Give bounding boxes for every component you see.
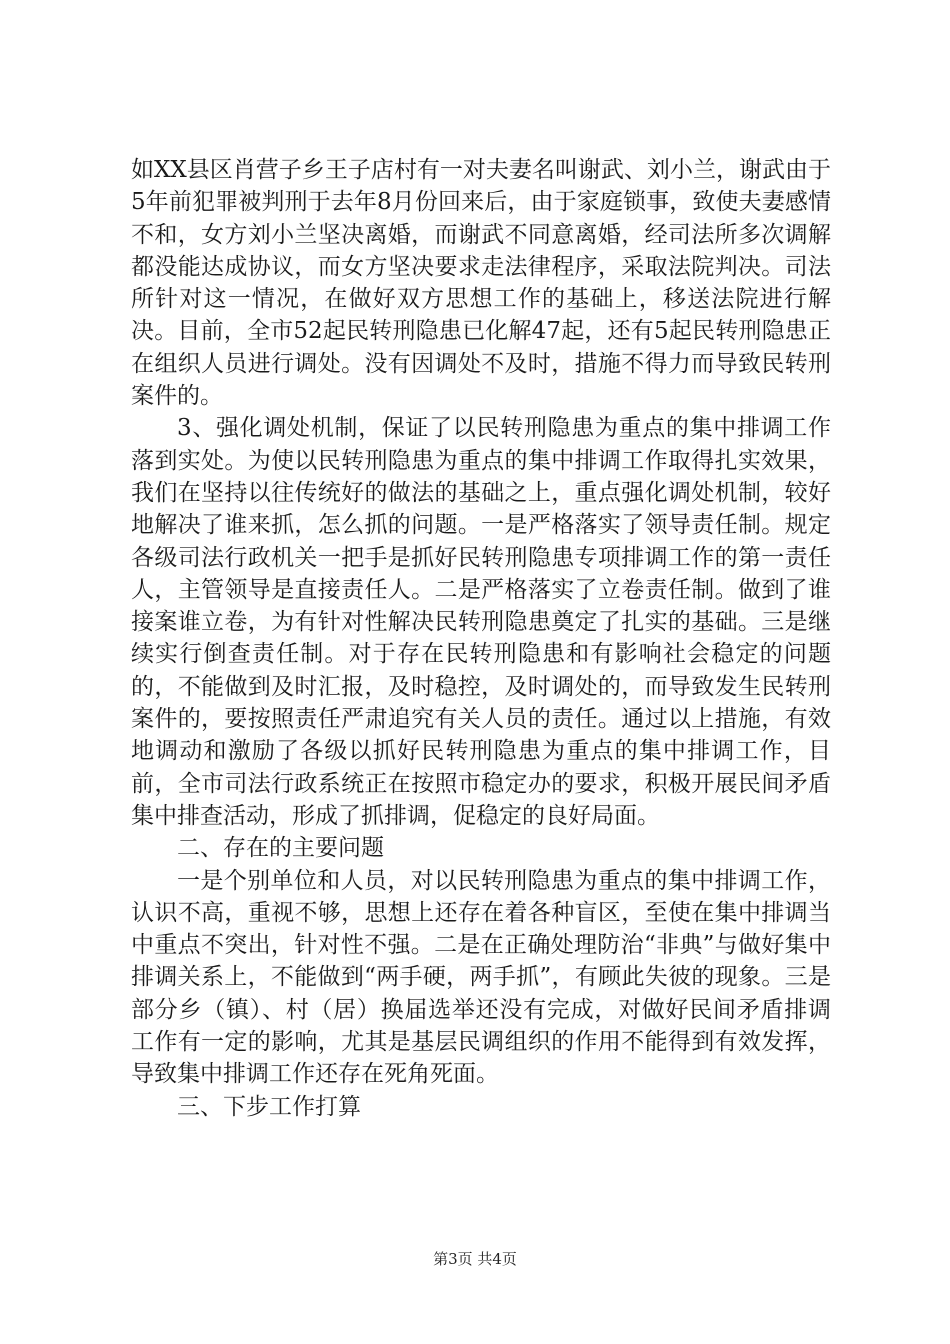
page-footer: 第3页 共4页 <box>433 1250 517 1268</box>
document-body <box>131 154 831 1123</box>
paragraph-case-example: 如XX县区肖营子乡王子店村有一对夫妻名叫谢武、刘小兰，谢武由于5年前犯罪被判刑于去年8月份回来后，由于家庭锁事，致使夫妻感情不和，女方刘小兰坚决离婚，而谢武不同意离婚，经司法所多次调解都没能达成协议，而女方坚决要求走法律程序，采取法院判决。司法所针对这一情况，在做好双方思想工作的基础上，移送法院进行解决。目前，全市52起民转刑隐患已化解47起，还有5起民转刑隐患正在组织人员进行调处。没有因调处不及时，措施不得力而导致民转刑案件的。 <box>131 157 831 410</box>
paragraph-mechanism: 3、强化调处机制，保证了以民转刑隐患为重点的集中排调工作落到实处。为使以民转刑隐患为重点的集中排调工作取得扎实效果，我们在坚持以往传统好的做法的基础之上，重点强化调处机制，较好地解决了谁来抓，怎么抓的问题。一是严格落实了领导责任制。规定各级司法行政机关一把手是抓好民转刑隐患专项排调工作的第一责任人，主管领导是直接责任人。二是严格落实了立卷责任制。做到了谁接案谁立卷，为有针对性解决民转刑隐患奠定了扎实的基础。三是继续实行倒查责任制。对于存在民转刑隐患和有影响社会稳定的问题的，不能做到及时汇报，及时稳控，及时调处的，而导致发生民转刑案件的，要按照责任严肃追究有关人员的责任。通过以上措施，有效地调动和激励了各级以抓好民转刑隐患为重点的集中排调工作，目前，全市司法行政系统正在按照市稳定办的要求，积极开展民间矛盾集中排查活动，形成了抓排调，促稳定的良好局面。 <box>131 415 831 829</box>
section-heading-next-steps: 三、下步工作打算 <box>177 1093 361 1120</box>
paragraph-problems: 一是个别单位和人员，对以民转刑隐患为重点的集中排调工作，认识不高，重视不够，思想上还存在着各种盲区，至使在集中排调当中重点不突出，针对性不强。二是在正确处理防治“非典”与做好集中排调关系上，不能做到“两手硬，两手抓”，有顾此失彼的现象。三是部分乡（镇）、村（居）换届选举还没有完成，对做好民间矛盾排调工作有一定的影响，尤其是基层民调组织的作用不能得到有效发挥，导致集中排调工作还存在死角死面。 <box>131 867 831 1088</box>
section-heading-problems: 二、存在的主要问题 <box>177 835 384 862</box>
